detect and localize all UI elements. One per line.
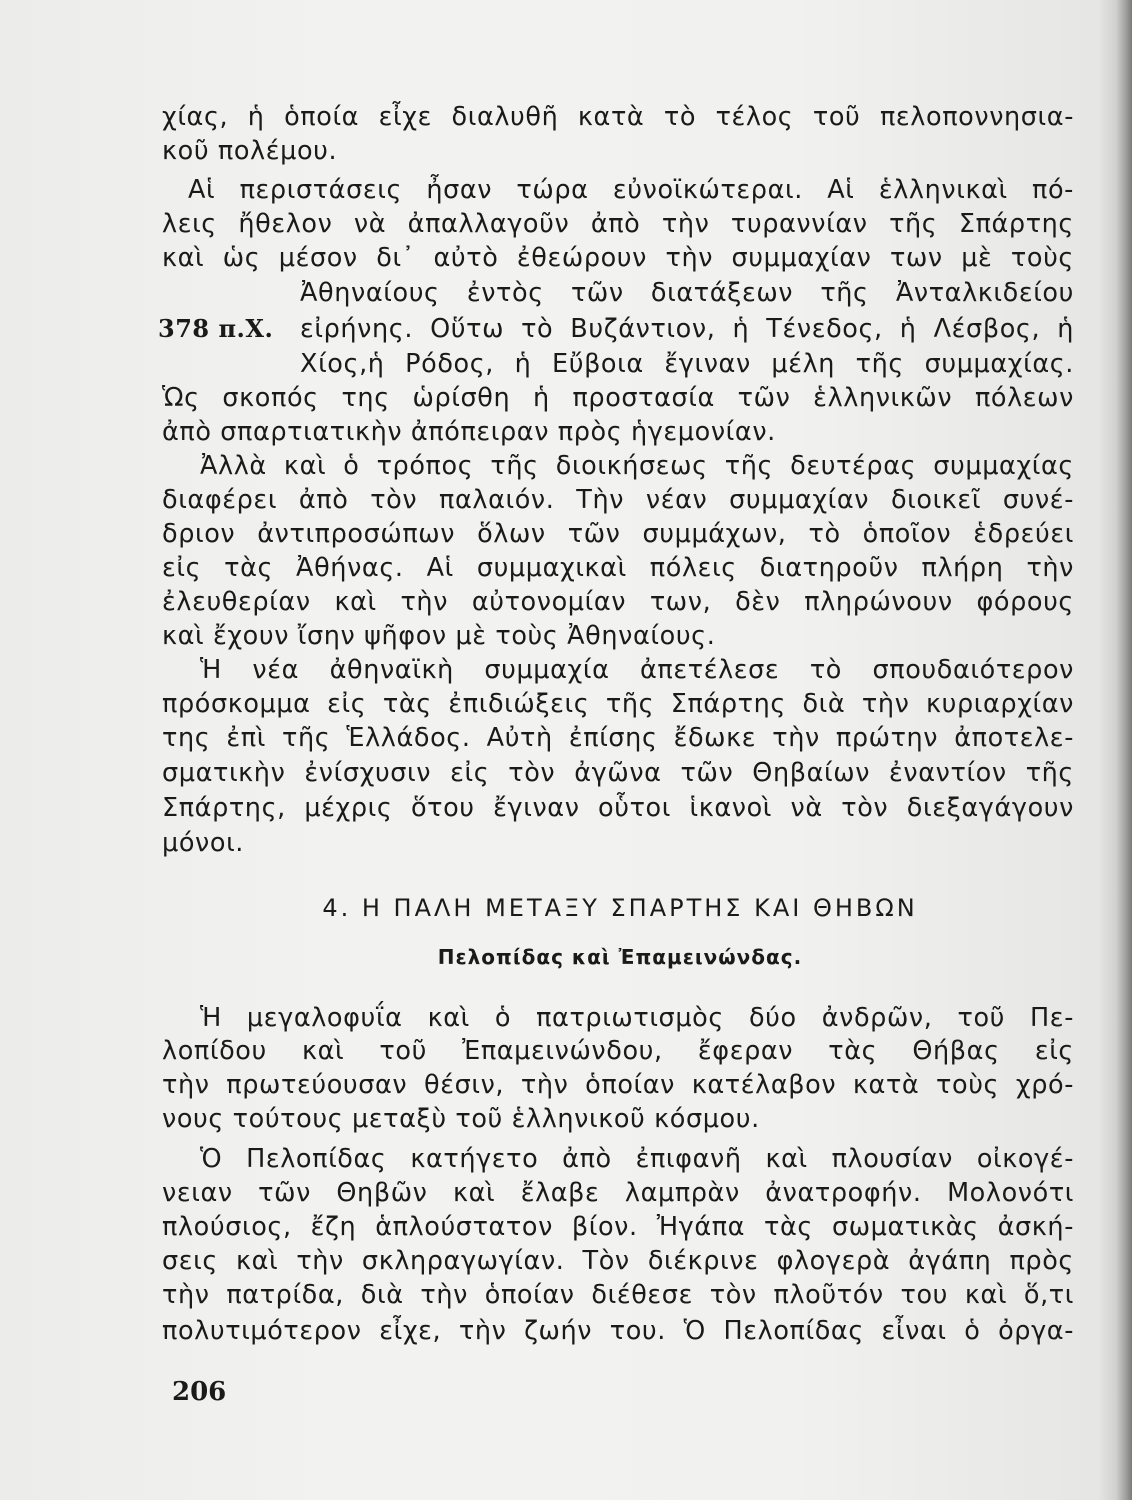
text-line: νους τούτους μεταξὺ τοῦ ἑλληνικοῦ κόσμου. <box>162 1104 760 1134</box>
text-line: διαφέρει ἀπὸ τὸν παλαιόν. Τὴν νέαν συμμαχίαν διοικεῖ συνέ- <box>162 485 1074 515</box>
text-line: δριον ἀντιπροσώπων ὅλων τῶν συμμάχων, τὸ ὁποῖον ἑδρεύει <box>162 519 1074 549</box>
text-line: ἐλευθερίαν καὶ τὴν αὐτονομίαν των, δὲν πληρώνουν φόρους <box>162 587 1074 617</box>
text-line: εἰρήνης. Οὕτω τὸ Βυζάντιον, ἡ Τένεδος, ἡ Λέσβος, ἡ <box>300 314 1074 344</box>
text-line: λεις ἤθελον νὰ ἀπαλλαγοῦν ἀπὸ τὴν τυραννίαν τῆς Σπάρτης <box>162 209 1074 239</box>
text-line: τὴν πατρίδα, διὰ τὴν ὁποίαν διέθεσε τὸν πλοῦτόν του καὶ ὅ,τι <box>162 1280 1074 1310</box>
text-line: τὴν πρωτεύουσαν θέσιν, τὴν ὁποίαν κατέλαβον κατὰ τοὺς χρό- <box>162 1070 1074 1100</box>
text-line: Χίος,ἡ Ρόδος, ἡ Εὔβοια ἔγιναν μέλη τῆς συμμαχίας. <box>300 349 1074 379</box>
text-line: σεις καὶ τὴν σκληραγωγίαν. Τὸν διέκρινε φλογερὰ ἀγάπη πρὸς <box>162 1246 1074 1276</box>
text-line: Ἡ νέα ἀθηναϊκὴ συμμαχία ἀπετέλεσε τὸ σπουδαιότερον <box>200 655 1074 685</box>
text-line: Ὡς σκοπός της ὡρίσθη ἡ προστασία τῶν ἑλληνικῶν πόλεων <box>162 383 1074 413</box>
section-subheading: Πελοπίδας καὶ Ἐπαμεινώνδας. <box>437 945 803 969</box>
text-line: ἀπὸ σπαρτιατικὴν ἀπόπειραν πρὸς ἡγεμονίαν. <box>162 417 776 447</box>
text-line: καὶ ἔχουν ἴσην ψῆφον μὲ τοὺς Ἀθηναίους. <box>162 621 716 651</box>
text-line: εἰς τὰς Ἀθήνας. Αἱ συμμαχικαὶ πόλεις διατηροῦν πλήρη τὴν <box>162 553 1074 583</box>
text-line: Ἀλλὰ καὶ ὁ τρόπος τῆς διοικήσεως τῆς δευτέρας συμμαχίας <box>200 451 1074 481</box>
text-line: νειαν τῶν Θηβῶν καὶ ἔλαβε λαμπρὰν ἀνατροφήν. Μολονότι <box>162 1178 1074 1208</box>
text-line: της ἐπὶ τῆς Ἑλλάδος. Αὐτὴ ἐπίσης ἔδωκε τὴν πρώτην ἀποτελε- <box>162 723 1074 753</box>
page-edge-shadow <box>1116 0 1132 1500</box>
text-line: πλούσιος, ἔζη ἁπλούστατον βίον. Ἠγάπα τὰς σωματικὰς ἀσκή- <box>162 1212 1074 1242</box>
text-line: Ἀθηναίους ἐντὸς τῶν διατάξεων τῆς Ἀνταλκιδείου <box>300 278 1074 308</box>
text-line: Σπάρτης, μέχρις ὅτου ἔγιναν οὗτοι ἱκανοὶ νὰ τὸν διεξαγάγουν <box>162 793 1074 823</box>
text-line: πρόσκομμα εἰς τὰς ἐπιδιώξεις τῆς Σπάρτης διὰ τὴν κυριαρχίαν <box>162 689 1074 719</box>
text-line: χίας, ἡ ὁποία εἶχε διαλυθῆ κατὰ τὸ τέλος τοῦ πελοποννησια- <box>162 102 1074 132</box>
text-line: καὶ ὡς μέσον δι᾿ αὐτὸ ἐθεώρουν τὴν συμμαχίαν των μὲ τοὺς <box>162 243 1074 273</box>
text-line: μόνοι. <box>162 828 245 858</box>
text-line: κοῦ πολέμου. <box>162 136 338 166</box>
text-line: πολυτιμότερον εἶχε, τὴν ζωήν του. Ὁ Πελοπίδας εἶναι ὁ ὀργα- <box>162 1316 1074 1346</box>
margin-date-note: 378 π.Χ. <box>158 314 274 343</box>
text-line: λοπίδου καὶ τοῦ Ἐπαμεινώνδου, ἔφεραν τὰς Θήβας εἰς <box>162 1036 1074 1066</box>
text-line: Ὁ Πελοπίδας κατήγετο ἀπὸ ἐπιφανῆ καὶ πλουσίαν οἰκογέ- <box>200 1144 1074 1174</box>
section-heading: 4. Η ΠΑΛΗ ΜΕΤΑΞΥ ΣΠΑΡΤΗΣ ΚΑΙ ΘΗΒΩΝ <box>322 894 918 922</box>
text-line: Ἡ μεγαλοφυΐα καὶ ὁ πατριωτισμὸς δύο ἀνδρῶν, τοῦ Πε- <box>200 1003 1074 1033</box>
text-line: Αἱ περιστάσεις ἦσαν τώρα εὐνοϊκώτεραι. Αἱ ἑλληνικαὶ πό- <box>188 175 1074 205</box>
page-number: 206 <box>172 1377 227 1407</box>
text-line: σματικὴν ἐνίσχυσιν εἰς τὸν ἀγῶνα τῶν Θηβαίων ἐναντίον τῆς <box>162 758 1074 788</box>
